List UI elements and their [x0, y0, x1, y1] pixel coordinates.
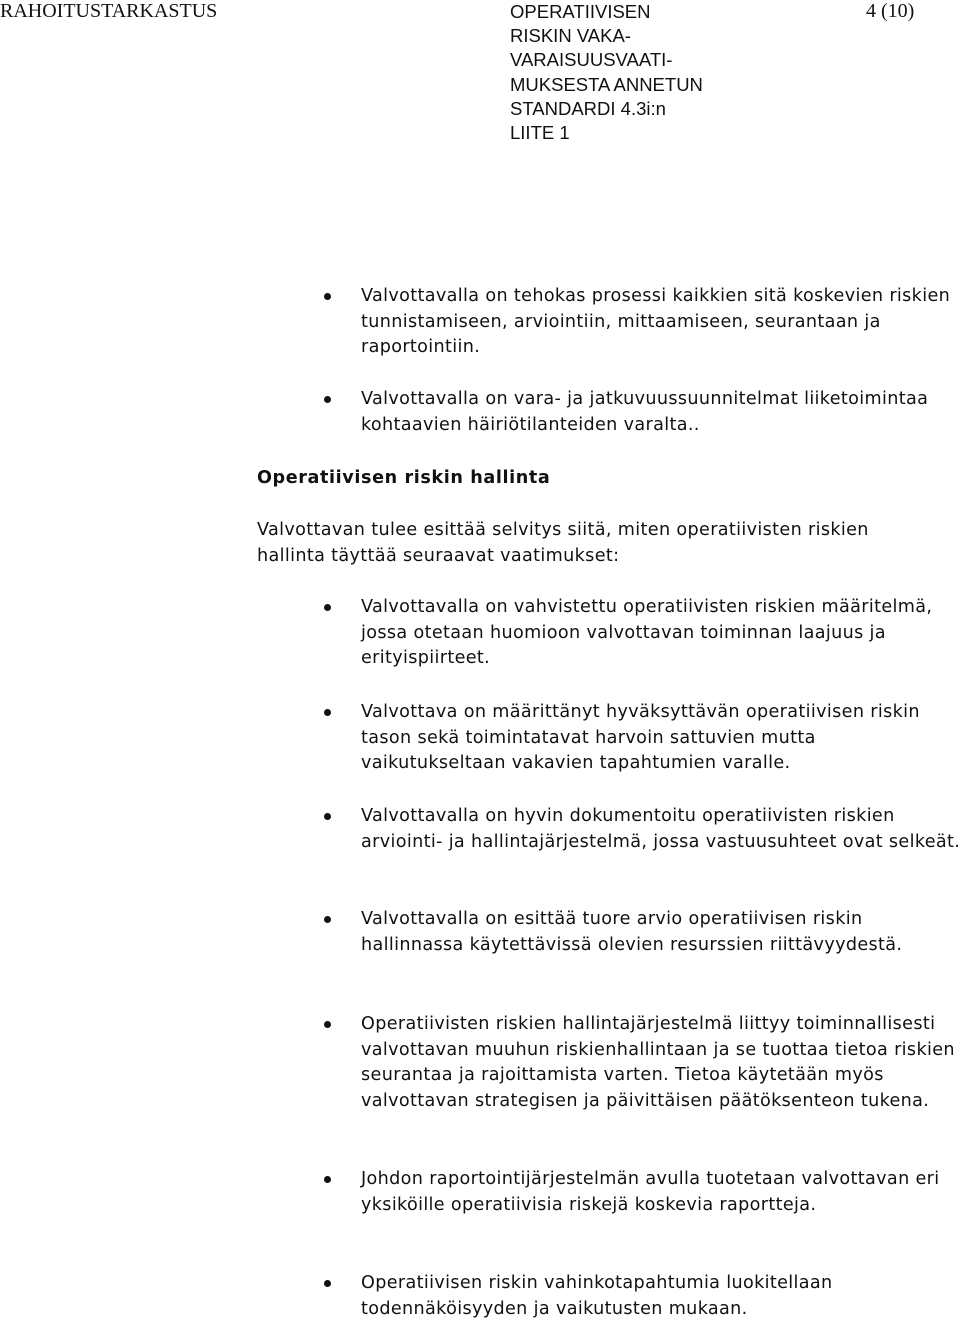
document-title-line: RISKIN VAKA-: [510, 25, 631, 47]
document-title-line: STANDARDI 4.3i:n: [510, 97, 666, 119]
bullet-item: Valvottava on määrittänyt hyväksyttävän operatiivisen riskin tason sekä toimintatavat harvoin sattuvien mutta vaikutukseltaan vakavien tapahtumien varalle.: [361, 700, 960, 777]
document-title-line: LIITE 1: [510, 122, 570, 144]
page-number: 4 (10): [866, 0, 915, 22]
bullet-item: Valvottavalla on vahvistettu operatiivisten riskien määritelmä, jossa otetaan huomioon valvottavan toiminnan laajuus ja erityispiirteet.: [361, 595, 960, 672]
organization-name: RAHOITUSTARKASTUS: [0, 0, 218, 22]
bullet-item: Valvottavalla on tehokas prosessi kaikkien sitä koskevien riskien tunnistamiseen, arviointiin, mittaamiseen, seurantaan ja raportointiin.: [361, 284, 960, 361]
bullet-item: Valvottavalla on vara- ja jatkuvuussuunnitelmat liiketoimintaa kohtaavien häiriötilanteiden varalta..: [361, 387, 960, 438]
document-title: [510, 0, 760, 145]
bullet-item: Operatiivisen riskin vahinkotapahtumia luokitellaan todennäköisyyden ja vaikutusten mukaan.: [361, 1271, 960, 1322]
document-title-line: VARAISUUSVAATI-: [510, 49, 673, 71]
section-heading: Operatiivisen riskin hallinta: [257, 468, 551, 488]
bullet-item: Valvottavalla on esittää tuore arvio operatiivisen riskin hallinnassa käytettävissä olevien resurssien riittävyydestä.: [361, 907, 960, 958]
bullet-item: Operatiivisten riskien hallintajärjestelmä liittyy toiminnallisesti valvottavan muuhun riskienhallintaan ja se tuottaa tietoa riskien seurantaa ja rajoittamista varten. Tietoa käytetään myös valvottavan strategisen ja päivittäisen päätöksenteon tukena.: [361, 1012, 960, 1114]
document-title-line: OPERATIIVISEN: [510, 1, 651, 22]
section-intro: Valvottavan tulee esittää selvitys siitä, miten operatiivisten riskien hallinta täyttää seuraavat vaatimukset:: [257, 520, 869, 566]
bullet-item: Valvottavalla on hyvin dokumentoitu operatiivisten riskien arviointi- ja hallintajärjestelmä, jossa vastuusuhteet ovat selkeät.: [361, 804, 960, 855]
document-title-line: MUKSESTA ANNETUN: [510, 73, 703, 95]
bullet-item: Johdon raportointijärjestelmän avulla tuotetaan valvottavan eri yksiköille operatiivisia riskejä koskevia raportteja.: [361, 1167, 960, 1218]
